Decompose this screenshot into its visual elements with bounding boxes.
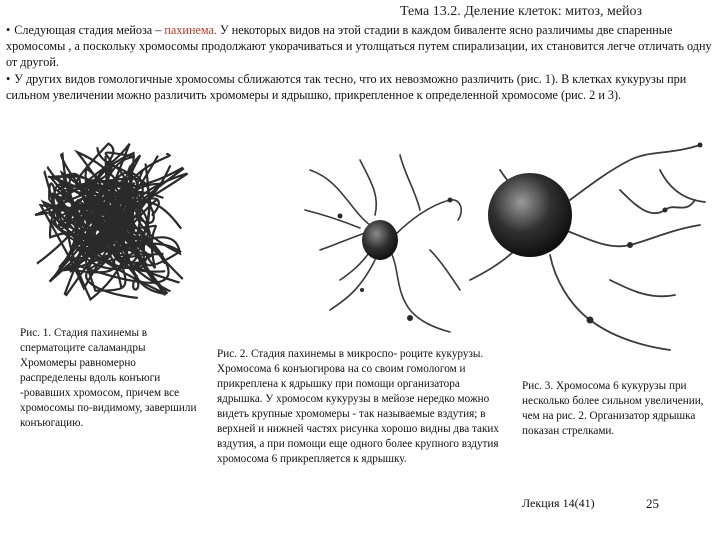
term-highlight: пахинема. — [164, 23, 217, 37]
page-number: 25 — [646, 496, 659, 511]
paragraph-1 — [6, 22, 712, 71]
figure-1-caption: Рис. 1. Стадия пахинемы в сперматоците саламандры Хромомеры равномерно распределены вдоль конъюги -ровавших хромосом, причем все хромосомы по-видимому, завершили конъюгацию. — [20, 327, 197, 429]
nucleolus — [362, 220, 398, 260]
paragraph-1-rest: У некоторых видов на этой стадии в каждом биваленте ясно различимы две спаренные хромосомы , а поскольку хромосомы продолжают укорачиваться и утолщаться путем спирализации, их становится легче отличать одну от другой. — [6, 23, 712, 70]
body-text — [6, 22, 712, 103]
figure-3-caption: Рис. 3. Хромосома 6 кукурузы при несколько более сильном увеличении, чем на рис. 2. Организатор ядрышка показан стрелками. — [522, 380, 704, 437]
figure-2-caption: Рис. 2. Стадия пахинемы в микроспо- роците кукурузы. Хромосома 6 конъюгирова на со своим гомологом и прикреплена к ядрышку при помощи организатора ядрышка. У хромосом кукурузы в мейозе нередко можно видеть крупные хромомеры - так называемые вздутия; в верхней и нижней частях рисунка хорошо видны два таких вздутия, а при помощи еще одного более крупного вздутия хромосома 6 прикрепляется к ядрышку. — [217, 348, 499, 465]
lecture-label: Лекция 14(41) — [522, 496, 595, 510]
topic-header: Тема 13.2. Деление клеток: митоз, мейоз — [400, 4, 643, 19]
nucleolus — [488, 173, 572, 257]
bullet-icon: • — [6, 71, 11, 86]
paragraph-2 — [6, 71, 712, 103]
figure-2-micrograph — [300, 150, 470, 340]
figure-1-micrograph — [20, 128, 210, 318]
bullet-icon: • — [6, 23, 11, 37]
paragraph-1-start: Следующая стадия мейоза – — [14, 23, 165, 37]
figure-3-micrograph — [460, 130, 710, 360]
paragraph-2-text: У других видов гомологичные хромосомы сближаются так тесно, что их невозможно различить (рис. 1). В клетках кукурузы при сильном увеличении можно различить хромомеры и ядрышко, прикрепленное к определенной хромосоме (рис. 2 и 3). — [6, 71, 687, 102]
